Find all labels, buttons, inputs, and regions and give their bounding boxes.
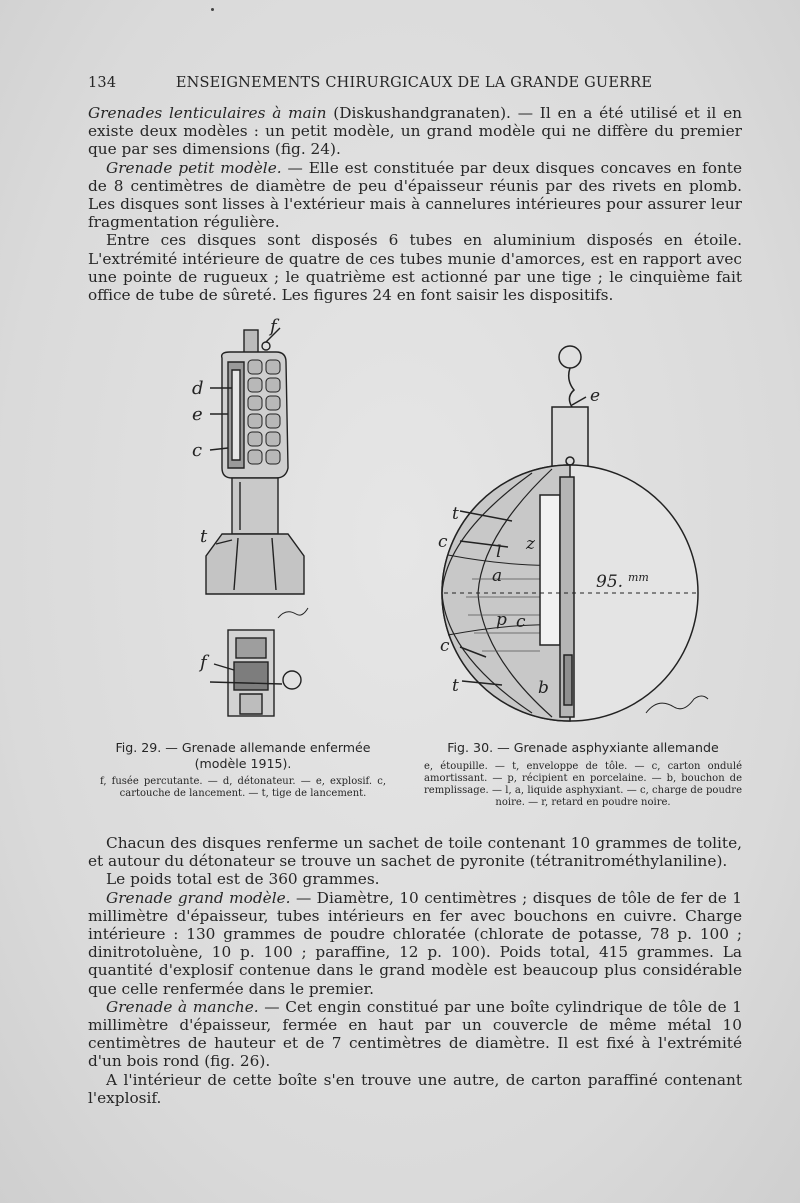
- running-header: [88, 75, 740, 95]
- paragraph-lead: Grenade à manche.: [106, 997, 259, 1016]
- paragraph-lenticular: [88, 104, 742, 159]
- fig29-label-f2: f: [200, 652, 207, 673]
- paragraph-stick-grenade: [88, 998, 742, 1071]
- top-text-block: [88, 104, 742, 304]
- paragraph-weight: [88, 870, 742, 888]
- fig29-legend: f, fusée percutante. — d, détonateur. — e, explosif. c, cartouche de lancement. — t, tige de lancement.: [100, 776, 386, 799]
- fig30-label-z: z: [526, 534, 535, 554]
- paragraph-body: (Diskushandgranaten). — Il en a été utilisé et il en existe deux modèles : un petit modèle, un grand modèle qui ne diffère du premier que par ses dimensions (fig. 24).: [88, 104, 742, 159]
- paragraph-body: — Elle est constituée par deux disques concaves en fonte de 8 centimètres de diamètre de peu d'épaisseur réunis par des rivets en plomb. Les disques sont lisses à l'extérieur mais à cannelures intérieures pour assurer leur fragmentation régulière.: [88, 158, 742, 232]
- fig30-label-c2: c: [516, 612, 526, 632]
- fig30-label-e: e: [590, 386, 601, 406]
- paragraph-lead: Grenade petit modèle.: [106, 158, 282, 177]
- fig30-label-b: b: [538, 678, 549, 698]
- fig30-illustration: [422, 335, 754, 735]
- paragraph-disks: [88, 834, 742, 870]
- fig30-legend: e, étoupille. — t, enveloppe de tôle. — c, carton ondulé amortissant. — p, récipient en porcelaine. — b, bouchon de remplissage. — l, a, liquide asphyxiant. — c, charge de poudre noire. — r, retard en poudre noire.: [424, 760, 742, 808]
- fig29-label-d: d: [192, 378, 204, 399]
- fig30-label-c: c: [438, 532, 448, 552]
- paragraph-small-model: [88, 159, 742, 232]
- running-title: ENSEIGNEMENTS CHIRURGICAUX DE LA GRANDE GUERRE: [175, 75, 653, 91]
- fig30-label-l: l: [496, 542, 502, 562]
- page-number: 134: [88, 75, 117, 91]
- paragraph-body: Chacun des disques renferme un sachet de toile contenant 10 grammes de tolite, et autour du détonateur se trouve un sachet de pyronite (tétranitrométhylaniline).: [88, 834, 742, 871]
- fig29-label-c: c: [192, 440, 203, 461]
- print-speck: [211, 8, 214, 11]
- fig30-caption: Fig. 30. — Grenade asphyxiante allemande: [447, 740, 719, 755]
- paragraph-body: A l'intérieur de cette boîte s'en trouve une autre, de carton paraffiné contenant l'explosif.: [88, 1070, 742, 1107]
- bottom-text-block: [88, 834, 742, 1107]
- paragraph-body: Entre ces disques sont disposés 6 tubes en aluminium disposés en étoile. L'extrémité intérieure de quatre de ces tubes munie d'amorces, est en rapport avec une pointe de rugueux ; le quatrième est actionné par une tige ; le cinquième fait office de tube de sûreté. Les figures 24 en font saisir les dispositifs.: [88, 231, 742, 305]
- paragraph-body: — Cet engin constitué par une boîte cylindrique de tôle de 1 millimètre d'épaisseur, fermée en haut par un couvercle de même métal 10 centimètres de hauteur et de 7 centimètres de diamètre. Il est fixé à l'extrémité d'un bois rond (fig. 26).: [88, 997, 742, 1071]
- paragraph-body: — Diamètre, 10 centimètres ; disques de tôle de fer de 1 millimètre d'épaisseur, tubes intérieurs en fer avec bouchons en cuivre. Charge intérieure : 130 grammes de poudre chloratée (chlorate de potasse, 78 p. 100 ; dinitrotoluène, 10 p. 100 ; paraffine, 12 p. 100). Poids total, 415 grammes. La quantité d'explosif contenue dans le grand modèle est beaucoup plus considérable que celle renfermée dans le premier.: [88, 888, 742, 998]
- paragraph-large-model: [88, 889, 742, 998]
- fig30-caption-block: [424, 740, 742, 809]
- paragraph-inner-box: [88, 1071, 742, 1107]
- paragraph-body: Le poids total est de 360 grammes.: [106, 870, 380, 889]
- paragraph-tubes: [88, 231, 742, 304]
- fig30-dimension-unit: mm: [628, 571, 649, 584]
- fig29-caption-block: [100, 740, 386, 800]
- fig29-caption: Fig. 29. — Grenade allemande enfermée (modèle 1915).: [115, 740, 371, 771]
- fig30-label-p: p: [496, 610, 507, 630]
- fig29-label-f: f: [270, 318, 277, 337]
- fig30-label-t2: t: [452, 676, 459, 696]
- fig29-label-e: e: [192, 404, 203, 425]
- fig30-dimension: 95.: [596, 572, 624, 592]
- fig30-label-c3: c: [440, 636, 450, 656]
- paragraph-lead: Grenade grand modèle.: [106, 888, 291, 907]
- fig29-label-t: t: [200, 526, 208, 547]
- fig29-illustration: [170, 318, 330, 728]
- fig30-label-a: a: [492, 566, 503, 586]
- fig30-label-t: t: [452, 504, 459, 524]
- paragraph-lead: Grenades lenticulaires à main: [88, 104, 327, 122]
